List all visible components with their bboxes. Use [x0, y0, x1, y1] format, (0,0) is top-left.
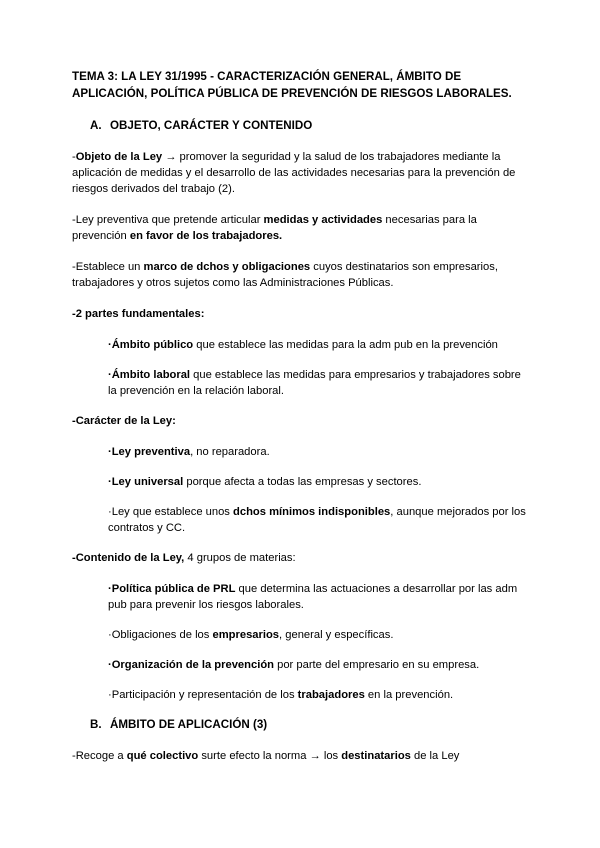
body-text: → promover la seguridad y la salud de los trabajadores mediante la aplicación de medidas y el desarrollo de las actividades necesarias para la prevención de riesgos derivados del trabajo (2).	[72, 151, 516, 195]
bold-text: ·Organización de la prevención	[108, 659, 274, 671]
body-text: porque afecta a todas las empresas y sectores.	[183, 476, 422, 488]
bold-text: trabajadores	[297, 689, 365, 701]
list-item-ambito-laboral	[108, 367, 528, 399]
body-text: que determina las actuaciones a desarrollar por las adm pub para prevenir los riesgos laborales.	[108, 583, 518, 611]
body-text: , aunque mejorados por los contratos y CC.	[108, 506, 526, 534]
document-title: TEMA 3: LA LEY 31/1995 - CARACTERIZACIÓN GENERAL, ÁMBITO DE APLICACIÓN, POLÍTICA PÚBLICA DE PREVENCIÓN DE RIESGOS LABORALES.	[72, 70, 512, 100]
bold-text: en favor de los trabajadores.	[129, 230, 283, 242]
bold-text: qué colectivo	[126, 750, 199, 762]
list-item-ambito-publico	[108, 337, 528, 353]
bold-text: ·Ámbito público	[108, 339, 194, 351]
section-b-title: ÁMBITO DE APLICACIÓN (3)	[110, 718, 268, 731]
bold-text: medidas y actividades	[263, 214, 383, 226]
body-text: necesarias para la prevención	[72, 214, 477, 242]
body-text: por parte del empresario en su empresa.	[274, 659, 480, 671]
list-item-organizacion	[108, 657, 528, 673]
paragraph-recoge	[72, 748, 528, 764]
body-text: que establece las medidas para la adm pub en la prevención	[193, 339, 498, 351]
section-b-letter: B.	[90, 718, 102, 731]
paragraph-objeto	[72, 149, 528, 197]
list-item-ley-preventiva	[108, 444, 528, 460]
body-text: 4 grupos de materias:	[184, 552, 296, 564]
section-a-letter: A.	[90, 119, 102, 132]
body-text: ·Participación y representación de los	[108, 689, 298, 701]
list-item-obligaciones	[108, 627, 528, 643]
body-text: , general y específicas.	[279, 629, 394, 641]
body-text: ·Obligaciones de los	[108, 629, 213, 641]
bold-text: empresarios	[212, 629, 280, 641]
bold-text: ·Ley preventiva	[108, 446, 191, 458]
body-text: -Ley preventiva que pretende articular	[72, 214, 264, 226]
paragraph-marco	[72, 259, 528, 291]
paragraph-partes	[72, 306, 528, 322]
bold-text: ·Ley universal	[108, 476, 184, 488]
bold-text: marco de dchos y obligaciones	[143, 261, 311, 273]
dash: -	[72, 151, 76, 163]
bold-text: ·Ámbito laboral	[108, 369, 191, 381]
section-a-title: OBJETO, CARÁCTER Y CONTENIDO	[110, 119, 313, 132]
section-b-heading	[72, 717, 528, 733]
list-item-participacion	[108, 687, 528, 703]
list-item-dchos-minimos	[108, 504, 528, 536]
body-text: cuyos destinatarios son empresarios, trabajadores y otros sujetos como las Administraciones Públicas.	[72, 261, 498, 289]
bold-text: -2 partes fundamentales:	[72, 308, 205, 320]
body-text: -Establece un	[72, 261, 144, 273]
bold-text: ·Política pública de PRL	[108, 583, 236, 595]
body-text: de la Ley	[410, 750, 460, 762]
bold-text: -Carácter de la Ley:	[72, 415, 176, 427]
document-body	[72, 68, 528, 779]
body-text: -Recoge a	[72, 750, 127, 762]
body-text: ·Ley que establece unos	[108, 506, 234, 518]
body-text: , no reparadora.	[190, 446, 270, 458]
section-a-heading	[72, 118, 528, 134]
body-text: surte efecto la norma → los	[198, 750, 342, 762]
bold-text: destinatarios	[341, 750, 411, 762]
bold-text: Objeto de la Ley	[75, 151, 163, 163]
body-text: que establece las medidas para empresarios y trabajadores sobre la prevención en la relación laboral.	[108, 369, 521, 397]
bold-text: -Contenido de la Ley,	[72, 552, 185, 564]
paragraph-caracter	[72, 413, 528, 429]
paragraph-ley-preventiva	[72, 212, 528, 244]
list-item-politica-publica	[108, 581, 528, 613]
body-text: en la prevención.	[364, 689, 454, 701]
list-item-ley-universal	[108, 474, 528, 490]
paragraph-contenido	[72, 550, 528, 566]
bold-text: dchos mínimos indisponibles	[233, 506, 391, 518]
